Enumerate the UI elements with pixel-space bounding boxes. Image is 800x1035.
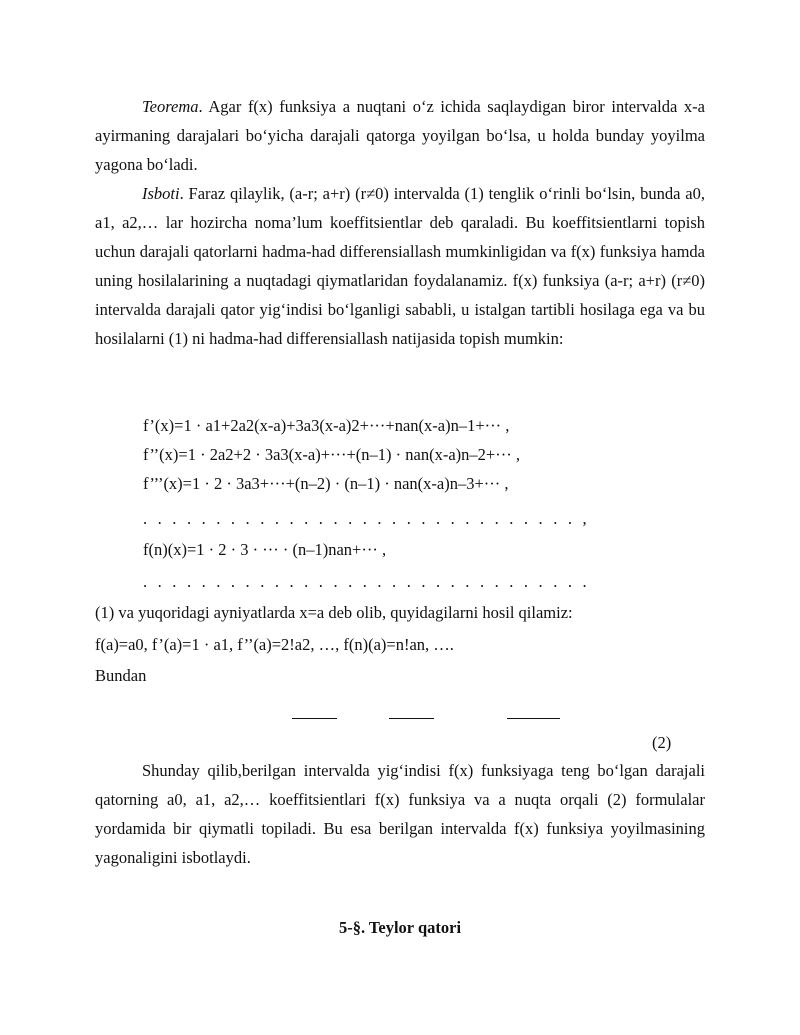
proof-paragraph: [95, 179, 705, 353]
conclusion-paragraph: Shunday qilib,berilgan intervalda yig‘indisi f(x) funksiyaga teng bo‘lgan darajali qatorning a0, a1, a2,… koeffitsientlari f(x) funksiya va a nuqta orqali (2) formulalar yordamida bir qiymatli topiladi. Bu esa berilgan intervalda f(x) funksiya yoyilmasining yagonaligini isbotlaydi.: [95, 761, 705, 867]
proof-text: . Faraz qilaylik, (a-r; a+r) (r≠0) intervalda (1) tenglik o‘rinli bo‘lsin, bunda a0, a1, a2,… lar hozircha noma’lum koeffitsientlar deb qaraladi. Bu koeffitsientlarni topish uchun darajali qatorlarni hadma-had differensiallash mumkinligidan va f(x) funksiya hamda uning hosilalarining a nuqtadagi qiymatlaridan foydalanamiz. f(x) funksiya (a-r; a+r) (r≠0) intervalda darajali qator yig‘indisi bo‘lganligi sababli, u istalgan tartibli hosilaga ega va bu hosilalarni (1) ni hadma-had differensiallash natijasida topish mumkin:: [95, 184, 705, 348]
formula-second-derivative: f’’(x)=1 · 2a2+2 · 3a3(x-a)+···+(n–1) · nan(x-a)n–2+··· ,: [143, 445, 520, 464]
formula-ellipsis-row-end: . . . . . . . . . . . . . . . . . . . . . . . . . . . . . . .: [143, 572, 590, 591]
formula-first-derivative: f’(x)=1 · a1+2a2(x-a)+3a3(x-a)2+···+nan(x-a)n–1+··· ,: [143, 416, 510, 435]
formula-placeholder-3: [507, 718, 560, 719]
formula-placeholder-2: [389, 718, 434, 719]
formula-third-derivative: f’’’(x)=1 · 2 · 3a3+···+(n–2) · (n–1) · nan(x-a)n–3+··· ,: [143, 474, 509, 493]
formula-placeholder-1: [292, 718, 337, 719]
formula-ellipsis-row: . . . . . . . . . . . . . . . . . . . . . . . . . . . . . . ,: [143, 509, 590, 528]
theorem-paragraph: [95, 92, 705, 179]
substitution-sentence: (1) va yuqoridagi ayniyatlarda x=a deb olib, quyidagilarni hosil qilamiz:: [95, 603, 573, 622]
bundan-word: Bundan: [95, 666, 147, 685]
theorem-statement: . Agar f(x) funksiya a nuqtani o‘z ichida saqlaydigan biror intervalda x-a ayirmaning darajalari bo‘yicha darajali qatorga yoyilgan bo‘lsa, u holda bunday yoyilma yagona bo‘ladi.: [95, 97, 705, 174]
values-at-a: f(a)=a0, f’(a)=1 · a1, f’’(a)=2!a2, …, f(n)(a)=n!an, ….: [95, 635, 454, 654]
proof-label: Isboti: [142, 184, 180, 203]
equation-number: (2): [652, 733, 672, 752]
section-heading: 5-§. Teylor qatori: [338, 918, 462, 937]
theorem-label: Teorema: [142, 97, 199, 116]
formula-nth-derivative: f(n)(x)=1 · 2 · 3 · ··· · (n–1)nan+··· ,: [143, 540, 387, 559]
